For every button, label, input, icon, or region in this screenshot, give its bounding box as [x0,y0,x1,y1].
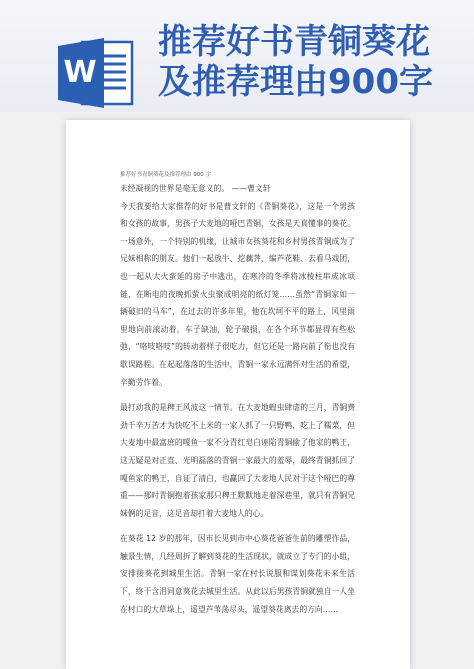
document-body [120,180,355,626]
title-line-2: 及推荐理由900字 [158,62,433,102]
paragraph-2: 最打动我的是稗王风波这一情节。在大麦地蝗虫肆虐的三月，青铜费劲千辛万苦才为快吃不上米的一家人抓了一只野鸭，吃上了糯菜，但大麦地中最富庶的嘎鱼一家不分青红皂白诬陷青铜偷了他家的鸭王，这无疑是对正直、光明磊落的青铜一家最大的羞辱，最终青铜抓回了嘎鱼家的鸭王，自证了清白，也赢回了大麦地人民对于这个哑巴的尊重——那时青铜抱着孩家那只稗王默默地走着深巷里，就只有青铜兄妹俩的足音，这足音却打着大麦地人的心。 [120,403,355,518]
paragraph-quote: 未经凝视的世界是毫无意义的。 ——曹文轩 [120,184,271,193]
paragraph-3: 在葵花 12 岁的那年，因市长见到市中心葵花爸爸生前的雕塑作品，触景生情，几经周折了解到葵花的生活现状，就成立了专门的小组，安排接葵花到城里生活。青铜一家在村长说服和谋划葵花未来生活下，终于含泪同意葵花去城里生活。从此以后男孩青铜就独自一人坐在村口的大草垛上，遥望芦苇荡尽头，遥望葵花离去的方向…… [120,534,355,614]
page-title [158,22,458,102]
document-page [66,120,410,669]
banner [0,0,474,112]
document-header: 推荐好书青铜葵花及推荐理由 900 字 [120,172,211,178]
title-line-1: 推荐好书青铜葵花 [158,22,430,62]
paragraph-1: 今天我要给大家推荐的好书是曹文轩的《青铜葵花》，这是一个男孩和女孩的故事，男孩子大麦地的哑巴青铜，女孩是天真懂事的葵花。一场意外，一个特别的机缘，让城市女孩葵花和乡村男孩青铜成为了兄妹相称的朋友。他们一起放牛、挖藕荠、编芦花鞋、去看马戏团，也一起从大火蛮延的房子中逃出，在寒冷的冬季将冰棱柱串成冰项链，在断电的夜晚抓萤火虫聚成明亮的纸灯笼……虽然“青铜家如一辆破旧的马车”，在过去的许多年里，他在坎坷不平的路上，风里雨里地向前滚动着，车子缺油，轮子破损，在各个环节都显得有些松弛，“咯吱咯吱”的转动着样子很吃力，但它还是一路向前了衔也没有歇误路程。在起起落落的生活中，青铜一家永远满怀对生活的希望，辛勤劳作着。 [120,201,355,387]
word-document-icon [58,36,136,110]
word-logo-letter: W [63,55,97,90]
